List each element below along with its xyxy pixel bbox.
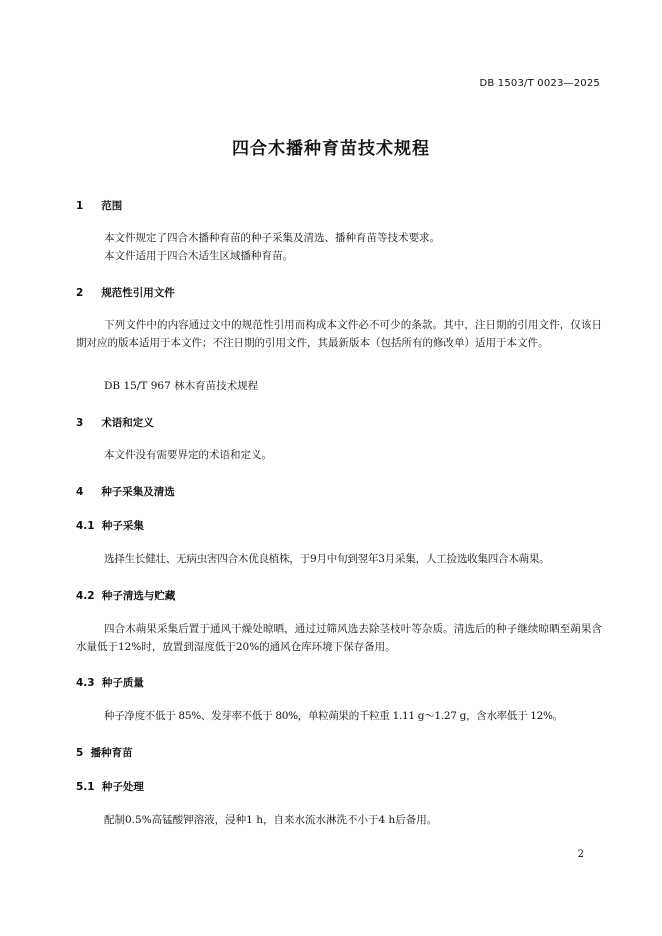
section-3-heading [76, 415, 154, 430]
section-title: 范围 [101, 200, 123, 212]
section-title: 术语和定义 [101, 417, 154, 429]
section-number: 2 [76, 287, 84, 299]
section-title: 播种育苗 [90, 747, 133, 759]
section-5-heading [76, 745, 133, 760]
section-title: 种子处理 [101, 781, 144, 793]
section-number: 1 [76, 200, 84, 212]
section-number: 3 [76, 417, 84, 429]
paragraph: 选择生长健壮、无病虫害四合木优良植株，于9月中旬到翌年3月采集，人工捡选收集四合木蒴果。 [104, 553, 550, 565]
normative-reference: DB 15/T 967 林木育苗技术规程 [104, 380, 259, 392]
paragraph: 四合木蒴果采集后置于通风干燥处晾晒，通过过筛风选去除茎枝叶等杂质。清选后的种子继续晾晒至蒴果含水量低于12%时，放置到湿度低于20%的通风仓库环境下保存备用。 [76, 623, 602, 653]
paragraph: 本文件规定了四合木播种育苗的种子采集及清选、播种育苗等技术要求。 [104, 232, 440, 244]
section-number: 4 [76, 486, 84, 498]
section-title: 种子质量 [101, 677, 144, 689]
section-title: 种子采集及清选 [101, 486, 175, 498]
paragraph: 下列文件中的内容通过文中的规范性引用而构成本文件必不可少的条款。其中，注日期的引用文件，仅该日期对应的版本适用于本文件；不注日期的引用文件，其最新版本（包括所有的修改单）适用于本文件。 [76, 319, 602, 349]
section-number: 4.3 [76, 677, 95, 689]
section-5-1-heading [76, 779, 144, 794]
paragraph: 本文件适用于四合木适生区域播种育苗。 [104, 250, 293, 262]
section-title: 种子采集 [101, 520, 144, 532]
section-number: 5 [76, 747, 84, 759]
section-4-3-heading [76, 675, 144, 690]
document-code: DB 1503/T 0023—2025 [479, 78, 600, 89]
section-4-heading [76, 484, 175, 499]
section-number: 4.2 [76, 590, 95, 602]
paragraph: 本文件没有需要界定的术语和定义。 [104, 449, 272, 461]
section-number: 4.1 [76, 520, 95, 532]
section-2-heading [76, 285, 175, 300]
document-title: 四合木播种育苗技术规程 [232, 139, 430, 159]
section-title: 种子清选与贮藏 [101, 590, 176, 602]
paragraph: 种子净度不低于 85%、发芽率不低于 80%，单粒蒴果的千粒重 1.11 g～1.27 g，含水率低于 12%。 [104, 710, 563, 722]
page-number: 2 [577, 849, 584, 860]
section-4-1-heading [76, 518, 144, 533]
section-title: 规范性引用文件 [101, 287, 175, 299]
section-4-2-heading [76, 588, 175, 603]
section-1-heading [76, 198, 122, 213]
paragraph: 配制0.5%高锰酸钾溶液，浸种1 h，自来水流水淋洗不小于4 h后备用。 [104, 814, 438, 826]
section-number: 5.1 [76, 781, 95, 793]
